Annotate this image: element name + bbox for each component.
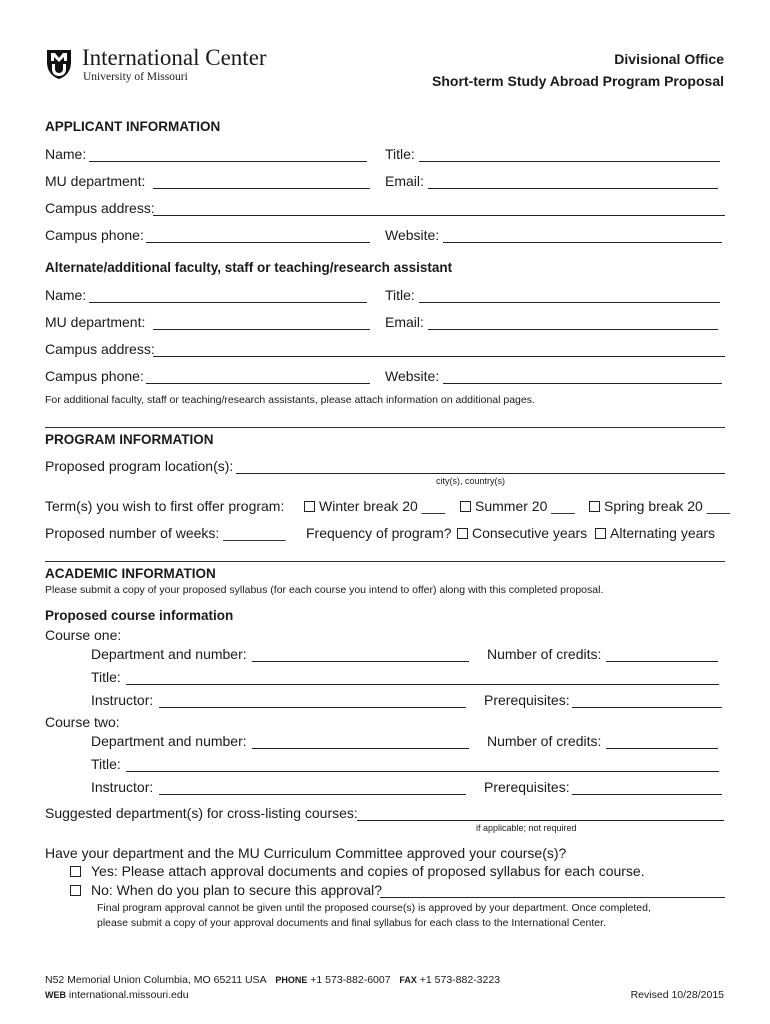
applicant-address-label: Campus address: xyxy=(45,200,155,216)
applicant-section-title: APPLICANT INFORMATION xyxy=(45,119,221,134)
alternate-phone-label: Campus phone: xyxy=(45,368,144,384)
applicant-email-label: Email: xyxy=(385,173,424,189)
course1-title-label: Title: xyxy=(91,669,121,685)
course1-instructor-label: Instructor: xyxy=(91,692,154,708)
alternate-phone-field[interactable] xyxy=(146,383,370,384)
location-field[interactable] xyxy=(236,473,725,474)
alternate-dept-field[interactable] xyxy=(153,329,370,330)
applicant-phone-field[interactable] xyxy=(146,242,370,243)
form-title: Short-term Study Abroad Program Proposal xyxy=(432,73,724,89)
academic-divider xyxy=(45,561,725,562)
frequency-alternating-option[interactable] xyxy=(595,525,715,542)
spring-checkbox[interactable] xyxy=(589,501,600,512)
alternate-address-label: Campus address: xyxy=(45,341,155,357)
course1-dept-label: Department and number: xyxy=(91,646,247,662)
course2-title-field[interactable] xyxy=(126,771,719,772)
course2-prereq-label: Prerequisites: xyxy=(484,779,570,795)
footer-fax-label: FAX xyxy=(399,975,417,985)
footer-web xyxy=(45,989,189,1002)
course2-instructor-label: Instructor: xyxy=(91,779,154,795)
course-info-title: Proposed course information xyxy=(45,608,234,623)
term-spring-option[interactable] xyxy=(589,498,730,515)
course1-instructor-field[interactable] xyxy=(159,707,466,708)
applicant-phone-label: Campus phone: xyxy=(45,227,144,243)
approval-question: Have your department and the MU Curriculum Committee approved your course(s)? xyxy=(45,845,567,861)
applicant-title-field[interactable] xyxy=(419,161,720,162)
course-one-label: Course one: xyxy=(45,627,122,643)
footer-web-link[interactable]: international.missouri.edu xyxy=(68,989,189,1001)
applicant-dept-field[interactable] xyxy=(153,188,370,189)
frequency-consecutive-option[interactable] xyxy=(457,525,587,542)
location-label: Proposed program location(s): xyxy=(45,458,234,474)
course1-prereq-field[interactable] xyxy=(572,707,722,708)
academic-note: Please submit a copy of your proposed syllabus (for each course you intend to offer) along with this completed proposal. xyxy=(45,584,604,596)
course2-title-label: Title: xyxy=(91,756,121,772)
consecutive-label: Consecutive years xyxy=(472,525,588,541)
spring-label: Spring break 20 ___ xyxy=(604,498,731,514)
course1-dept-field[interactable] xyxy=(252,661,469,662)
term-label: Term(s) you wish to first offer program: xyxy=(45,498,285,514)
course2-credits-field[interactable] xyxy=(606,748,718,749)
final-note-line-2: please submit a copy of your approval documents and final syllabus for each class to the International Center. xyxy=(97,917,606,929)
applicant-name-field[interactable] xyxy=(89,161,367,162)
course2-dept-label: Department and number: xyxy=(91,733,247,749)
alternate-email-field[interactable] xyxy=(428,329,718,330)
crosslist-field[interactable] xyxy=(357,820,724,821)
final-note-line-1: Final program approval cannot be given until the proposed course(s) is approved by your department. Once completed, xyxy=(97,902,651,914)
frequency-label: Frequency of program? xyxy=(306,525,452,541)
footer-address: N52 Memorial Union Columbia, MO 65211 USA xyxy=(45,974,267,986)
approval-yes-checkbox[interactable] xyxy=(70,866,81,877)
alternating-checkbox[interactable] xyxy=(595,528,606,539)
winter-checkbox[interactable] xyxy=(304,501,315,512)
approval-no-checkbox[interactable] xyxy=(70,885,81,896)
alternate-name-field[interactable] xyxy=(89,302,367,303)
footer-fax: +1 573-882-3223 xyxy=(419,974,501,986)
weeks-label: Proposed number of weeks: ________ xyxy=(45,525,286,541)
course2-instructor-field[interactable] xyxy=(159,794,466,795)
crosslist-hint: if applicable; not required xyxy=(476,823,577,833)
footer-phone-label: PHONE xyxy=(275,975,308,985)
alternate-note: For additional faculty, staff or teaching/research assistants, please attach information on additional pages. xyxy=(45,394,535,406)
course2-credits-label: Number of credits: xyxy=(487,733,602,749)
alternate-title-field[interactable] xyxy=(419,302,720,303)
alternate-website-label: Website: xyxy=(385,368,440,384)
term-summer-option[interactable] xyxy=(460,498,575,515)
course1-title-field[interactable] xyxy=(126,684,719,685)
alternate-title-label: Title: xyxy=(385,287,415,303)
academic-section-title: ACADEMIC INFORMATION xyxy=(45,566,216,581)
course1-credits-label: Number of credits: xyxy=(487,646,602,662)
applicant-address-field[interactable] xyxy=(153,215,725,216)
applicant-website-field[interactable] xyxy=(443,242,722,243)
approval-yes-option[interactable] xyxy=(70,863,645,880)
alternate-section-title: Alternate/additional faculty, staff or teaching/research assistant xyxy=(45,260,453,275)
applicant-dept-label: MU department: xyxy=(45,173,146,189)
alternate-website-field[interactable] xyxy=(443,383,722,384)
approval-yes-label: Yes: Please attach approval documents and copies of proposed syllabus for each course. xyxy=(91,863,645,879)
approval-date-field[interactable] xyxy=(380,897,725,898)
footer-contact xyxy=(45,974,500,987)
applicant-title-label: Title: xyxy=(385,146,415,162)
applicant-website-label: Website: xyxy=(385,227,440,243)
footer-revised: Revised 10/28/2015 xyxy=(630,989,724,1001)
course2-dept-field[interactable] xyxy=(252,748,469,749)
office-title: Divisional Office xyxy=(614,51,724,67)
location-hint: city(s), country(s) xyxy=(436,476,506,486)
course-two-label: Course two: xyxy=(45,714,120,730)
alternate-name-label: Name: xyxy=(45,287,87,303)
applicant-name-label: Name: xyxy=(45,146,87,162)
logo-subtitle: University of Missouri xyxy=(83,71,188,83)
footer-phone: +1 573-882-6007 xyxy=(310,974,391,986)
crosslist-label: Suggested department(s) for cross-listing courses: xyxy=(45,805,358,821)
term-winter-option[interactable] xyxy=(304,498,445,515)
course1-prereq-label: Prerequisites: xyxy=(484,692,570,708)
applicant-email-field[interactable] xyxy=(428,188,718,189)
approval-no-option[interactable] xyxy=(70,882,382,899)
footer-web-label: WEB xyxy=(45,990,66,1000)
alternate-address-field[interactable] xyxy=(153,356,725,357)
logo-title: International Center xyxy=(82,45,267,70)
summer-label: Summer 20 ___ xyxy=(475,498,575,514)
approval-no-label: No: When do you plan to secure this approval? xyxy=(91,882,383,898)
course1-credits-field[interactable] xyxy=(606,661,718,662)
alternate-dept-label: MU department: xyxy=(45,314,146,330)
mu-logo-icon xyxy=(45,48,73,80)
program-divider xyxy=(45,427,725,428)
alternating-label: Alternating years xyxy=(610,525,716,541)
summer-checkbox[interactable] xyxy=(460,501,471,512)
consecutive-checkbox[interactable] xyxy=(457,528,468,539)
course2-prereq-field[interactable] xyxy=(572,794,722,795)
winter-label: Winter break 20 ___ xyxy=(319,498,446,514)
program-section-title: PROGRAM INFORMATION xyxy=(45,432,214,447)
alternate-email-label: Email: xyxy=(385,314,424,330)
